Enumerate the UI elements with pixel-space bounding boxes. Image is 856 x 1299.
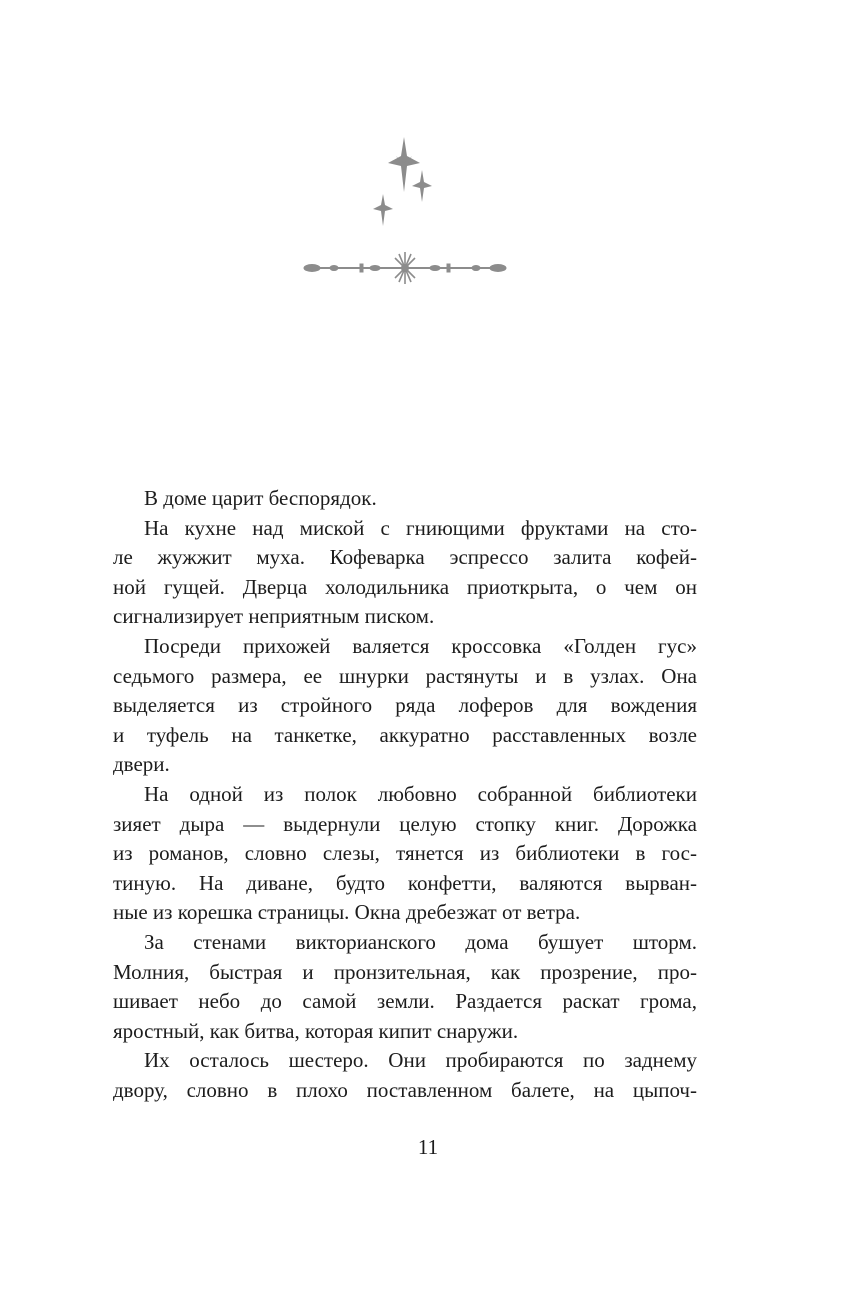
paragraph (113, 780, 697, 928)
paragraph (113, 514, 697, 632)
text-line: На кухне над миской с гниющими фруктами на сто- (144, 515, 697, 540)
body-text (113, 484, 697, 1105)
paragraph (113, 1046, 697, 1105)
chapter-ornament (0, 0, 856, 320)
text-line: двору, словно в плохо поставленном балете, на цыпоч- (113, 1077, 697, 1102)
text-line: сигнализирует неприятным писком. (113, 604, 435, 629)
sparkle-stars-icon (373, 137, 432, 226)
text-line: выделяется из стройного ряда лоферов для вождения (113, 693, 697, 718)
text-line: ные из корешка страницы. Окна дребезжат от ветра. (113, 900, 581, 925)
text-line: В доме царит беспорядок. (144, 486, 377, 510)
text-line: За стенами викторианского дома бушует шторм. (144, 929, 697, 954)
paragraph (113, 928, 697, 1046)
text-line: шивает небо до самой земли. Раздается раскат грома, (113, 989, 697, 1014)
text-line: седьмого размера, ее шнурки растянуты и в узлах. Она (113, 663, 697, 688)
text-line: Молния, быстрая и пронзительная, как прозрение, про- (113, 959, 697, 984)
text-line: Их осталось шестеро. Они пробираются по заднему (144, 1048, 697, 1073)
text-line: и туфель на танкетке, аккуратно расставленных возле (113, 722, 697, 747)
divider-flourish-icon (304, 252, 506, 284)
text-line: зияет дыра — выдернули целую стопку книг. Дорожка (113, 811, 697, 836)
text-line: На одной из полок любовно собранной библиотеки (144, 781, 697, 806)
text-line: двери. (113, 752, 170, 777)
text-line: Посреди прихожей валяется кроссовка «Голден гус» (144, 633, 697, 658)
text-line: тиную. На диване, будто конфетти, валяются вырван- (113, 870, 697, 895)
paragraph (113, 484, 697, 514)
page-number: 11 (417, 1135, 439, 1159)
text-line: ле жужжит муха. Кофеварка эспрессо залита кофей- (113, 545, 697, 570)
text-line: яростный, как битва, которая кипит снаружи. (113, 1018, 519, 1043)
paragraph (113, 632, 697, 780)
text-line: из романов, словно слезы, тянется из библиотеки в гос- (113, 841, 697, 866)
text-line: ной гущей. Дверца холодильника приоткрыта, о чем он (113, 574, 697, 599)
